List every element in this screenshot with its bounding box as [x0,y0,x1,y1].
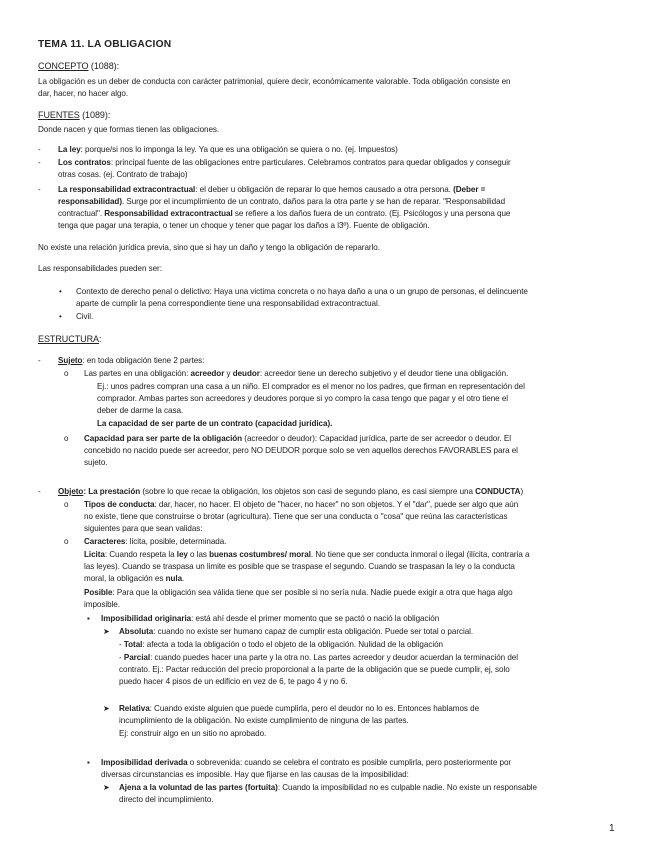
sujeto-text: : en toda obligación tiene 2 partes: [82,356,205,365]
parcial-term: Parcial [123,653,151,662]
imp-originaria-line [101,614,439,624]
page-title: TEMA 11. LA OBLIGACION [38,39,172,50]
imp-derivada-text: o sobrevenida: cuando se celebra el contrato es posible cumplirla, pero posteriormente por [187,758,512,767]
parcial-line-2: contrato. Ej.: Pactar reducción del precio proporcional a la parte de la obligación que se puede cumplir, ej, solo [119,665,510,674]
ajena-term: Ajena a la voluntad de las partes (fortuita) [119,783,278,792]
ley-text: : porque/si nos lo imponga la ley. Ya que es una obligación se quiera o no. (ej. Impuestos) [80,145,398,154]
prestacion-term: La prestación [86,487,141,496]
contratos-term: Los contratos [58,158,111,167]
arrow-bullet-icon: ➤ [103,783,110,792]
pueden-ser-paragraph: Las responsabilidades pueden ser: [38,264,162,273]
civil-item: Civil. [76,312,94,321]
absoluta-term: Absoluta [119,627,154,636]
posible-text: : Para que la obligación sea válida tiene que ser posible si no sería nula. Nadie puede exigir a otra que haga algo [112,588,513,597]
concepto-line-2: dar, hacer, no hacer algo. [38,89,129,98]
ajena-line-2: directo del incumplimiento. [119,795,214,804]
capacidad-line-1 [84,434,511,444]
caracteres-text: : licita, posible, determinada. [125,537,227,546]
fuentes-ref: (1089): [79,110,111,120]
absoluta-text: : cuando no existe ser humano capaz de cumplir esta obligación. Puede ser total o parcial. [153,627,474,636]
licita-text-b: o las [187,550,210,559]
licita-text-3b: . [182,574,185,583]
fuente-resp-line-2 [58,197,505,207]
estructura-label: ESTRUCTURA [38,334,100,344]
penal-line-2: aparte de cumplir la pena correspondiente tiene una responsabilidad extracontractual. [76,299,380,308]
licita-text-c: . No tiene que ser conducta inmoral o ilegal (ilícita, contraria a [310,550,530,559]
sujeto-line [58,356,204,366]
relativa-line-2: incumplimiento de la obligación. No existe cumplimiento de ninguna de las partes. [119,716,409,725]
imp-originaria-term: Imposibilidad originaria [101,614,192,623]
capacidad-line-2: concebido no nacido puede ser acreedor, pero NO DEUDOR porque solo se ven aquellos derechos FAVORABLES para el [84,446,518,455]
concepto-label: CONCEPTO [38,61,89,71]
objeto-text-a: (sobre lo que recae la obligación, los objetos son casi de segundo plano, es casi siempre una [140,487,476,496]
dash-bullet: - [38,158,41,167]
posible-line-2: imposible. [84,600,120,609]
circle-bullet: o [64,537,69,546]
partes-text-a: Las partes en una obligación: [84,369,191,378]
arrow-bullet-icon: ➤ [103,704,110,713]
circle-bullet: o [64,369,69,378]
licita-text-a: : Cuando respeta la [104,550,177,559]
parcial-line-1 [119,653,518,663]
objeto-text-b: ) [520,487,524,496]
tipos-term: Tipos de conducta [84,500,155,509]
imp-derivada-line-1 [101,758,511,768]
partes-y: y [224,369,233,378]
fuente-contratos [58,158,511,168]
tipos-line-3: siguientes para que sean validas: [84,524,203,533]
parcial-text: : cuando puedes hacer una parte y la otra no. Las partes acreedor y deudor acuerdan la terminación del [150,653,518,662]
ley-word: ley [176,550,188,559]
contratos-line-2: otras cosas. (ej. Contrato de trabajo) [58,170,188,179]
objeto-colon: : [83,487,86,496]
fuente-resp-line-3 [58,209,510,219]
ejemplo-line-1: Ej.: unos padres compran una casa a un niño. El comprador es el menor no los padres, que firman en representación del [97,382,525,391]
estructura-heading [38,334,101,344]
dash-bullet: - [38,487,41,496]
resp-text-3a: contractual". [58,209,105,218]
tipos-line-1 [84,500,518,510]
licita-text-3a: moral, la obligación es [84,574,166,583]
square-bullet: ▪ [87,758,90,767]
imp-derivada-line-2: diversas circunstancias es imposible. Hay que fijarse en las causas de la imposibilidad: [101,770,409,779]
resp-term: La responsabilidad extracontractual [58,185,196,194]
resp-bold-2: responsabilidad) [58,197,122,206]
ley-term: La ley [58,145,81,154]
fuente-resp-line-4: tenga que pagar una terapia, o tener un choque y tener que pagar los daños a l3º). Fuente de obligación. [58,221,430,230]
fuentes-intro: Donde nacen y que formas tienen las obligaciones. [38,125,220,134]
parcial-line-3: puedo hacer 4 pisos de un edificio en vez de 6, te pago 4 y no 6. [119,677,348,686]
licita-line-3 [84,574,184,584]
fuentes-heading [38,110,110,120]
licita-line-1 [84,550,529,560]
resp-text-2: . Surge por el incumplimiento de un contrato, daños para la otra parte y se han de reparar. "Responsabilidad [121,197,506,206]
concepto-line-1: La obligación es un deber de conducta con carácter patrimonial, quiere decir, económicamente valorable. Toda obligación consiste en [38,77,511,86]
total-text: : afecta a toda la obligación o todo el objeto de la obligación. Nulidad de la obligación [142,640,443,649]
conducta-term: CONDUCTA [475,487,521,496]
licita-term: Licita [84,550,105,559]
fuentes-label: FUENTES [38,110,80,120]
fuente-resp-line-1 [58,185,485,195]
acreedor-term: acreedor [190,369,225,378]
caracteres-line [84,537,226,547]
square-bullet: ▪ [87,614,90,623]
posible-term: Posible [84,588,113,597]
page-number: 1 [609,823,615,834]
relativa-line-1 [119,704,479,714]
imp-originaria-text: : está ahí desde el primer momento que se pactó o nació la obligación [191,614,440,623]
objeto-term: Objeto [58,487,84,496]
circle-bullet: o [64,500,69,509]
contratos-text: : principal fuente de las obligaciones entre particulares. Celebramos contratos para quedar obligados y conseguir [110,158,511,167]
posible-line-1 [84,588,513,598]
licita-line-2: las leyes). Cuando se traspasa un limite es posible que se traspase el segundo. Cuando se traspasan la ley o la conducta [84,562,515,571]
no-existe-paragraph: No existe una relación jurídica previa, sino que si hay un daño y tengo la obligación de repararlo. [38,243,380,252]
deudor-term: deudor [232,369,260,378]
objeto-line [58,487,523,497]
relativa-term: Relativa [119,704,150,713]
penal-line-1: Contexto de derecho penal o delictivo: Haya una victima concreta o no haya daño a una o un grupo de personas, el delincuente [76,287,528,296]
concepto-ref: (1088): [88,61,120,71]
partes-line [84,369,508,379]
tipos-line-2: no existe, tiene que construirse o brotar (agricultura). Tiene que ser una conducta o "cosa" que reúna las características [84,512,508,521]
buenas-costumbres-term: buenas costumbres/ moral [209,550,311,559]
resp-text-1: : el deber u obligación de reparar lo que hemos causado a otra persona. [195,185,454,194]
total-dash: - [119,640,124,649]
tipos-text: : dar, hacer, no hacer. El objeto de "hacer, no hacer" no son objetos. Y el "dar", puede ser algo que aún [154,500,519,509]
resp-text-3c: se refiere a los daños fuera de un contrato. (Ej. Psicólogos y una persona que [232,209,511,218]
estructura-colon: : [99,334,102,344]
partes-text-b: : acreedor tiene un derecho subjetivo y el deudor tiene una obligación. [259,369,509,378]
dot-bullet: • [59,312,62,321]
capacidad-term: Capacidad para ser parte de la obligación [84,434,243,443]
ejemplo-line-4: La capacidad de ser parte de un contrato (capacidad jurídica). [97,419,333,428]
arrow-bullet-icon: ➤ [103,627,110,636]
total-term: Total [123,640,143,649]
ajena-text: : Cuando la imposibilidad no es culpable nadie. No existe un responsable [277,783,537,792]
dash-bullet: - [38,185,41,194]
ajena-line-1 [119,783,537,793]
absoluta-line [119,627,473,637]
ejemplo-line-2: comprador. Ambas partes son acreedores y deudores porque si yo compro la casa tengo que pagar y el otro tiene el [97,394,509,403]
capacidad-text: (acreedor o deudor): Capacidad jurídica, parte de ser acreedor o deudor. El [242,434,511,443]
imp-derivada-term: Imposibilidad derivada [101,758,188,767]
dash-bullet: - [38,145,41,154]
total-line [119,640,443,650]
relativa-text: : Cuando existe alguien que puede cumplirla, pero el deudor no lo es. Entonces hablamos de [149,704,480,713]
relativa-line-3: Ej: construir algo en un sitio no aprobado. [119,729,267,738]
nula-term: nula [165,574,183,583]
caracteres-term: Caracteres [84,537,126,546]
sujeto-term: Sujeto [58,356,83,365]
resp-bold-1: (Deber = [453,185,486,194]
fuente-ley [58,145,398,155]
parcial-dash: - [119,653,124,662]
dot-bullet: • [59,287,62,296]
circle-bullet: o [64,434,69,443]
concepto-heading [38,61,119,71]
resp-bold-3: Responsabilidad extracontractual [104,209,233,218]
capacidad-line-3: sujeto. [84,458,108,467]
ejemplo-line-3: deber de darme la casa. [97,406,184,415]
dash-bullet: - [38,356,41,365]
